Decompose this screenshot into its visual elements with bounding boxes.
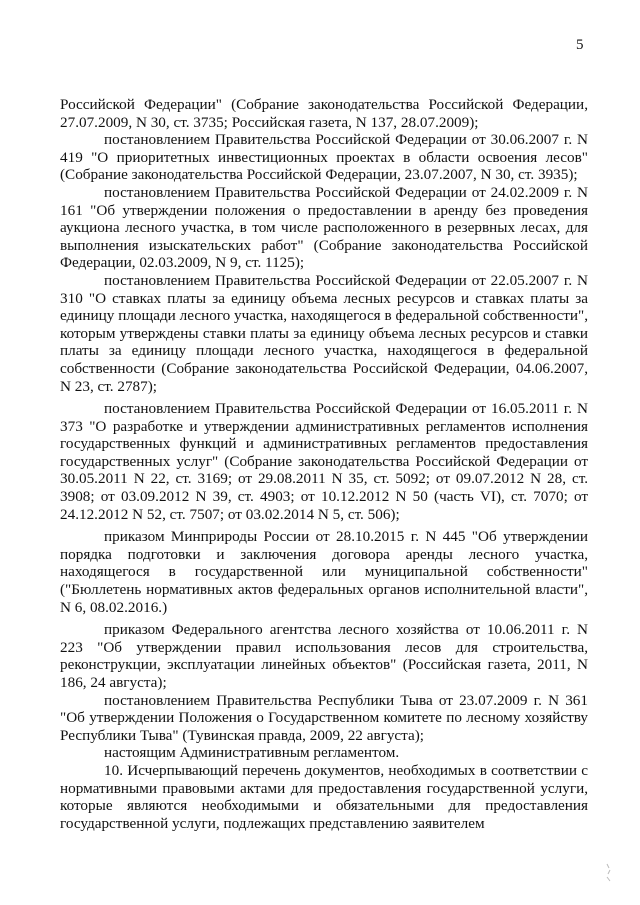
paragraph-5: постановлением Правительства Российской Федерации от 16.05.2011 г. N 373 "О разработке и утверждении административных регламентов исполнения государственных функций и административных регламентов предоставления государственных услуг" (Собрание законодательства Российской Федерации от 30.05.2011 N 22, ст. 3169; от 29.08.2011 N 35, ст. 5092; от 09.07.2012 N 28, ст. 3908; от 03.09.2012 N 39, ст. 4903; от 10.12.2012 N 50 (часть VI), ст. 7070; от 24.12.2012 N 52, ст. 7507; от 03.02.2014 N 5, ст. 506); (60, 400, 588, 523)
paragraph-2: постановлением Правительства Российской Федерации от 30.06.2007 г. N 419 "О приоритетных инвестиционных проектах в области освоения лесов" (Собрание законодательства Российской Федерации, 23.07.2007, N 30, ст. 3935); (60, 131, 588, 184)
paragraph-8: постановлением Правительства Республики Тыва от 23.07.2009 г. N 361 "Об утверждении Положения о Государственном комитете по лесному хозяйству Республики Тыва" (Тувинская правда, 2009, 22 августа); (60, 691, 588, 744)
paragraph-9: настоящим Административным регламентом. (104, 744, 400, 762)
paragraph-4: постановлением Правительства Российской Федерации от 22.05.2007 г. N 310 "О ставках платы за единицу объема лесных ресурсов и ставках платы за единицу площади лесного участка, находящегося в федеральной собственности", которым утверждены ставки платы за единицу объема лесных ресурсов и ставки платы за единицу площади лесного участка, находящегося в федеральной собственности (Собрание законодательства Российской Федерации, 04.06.2007, N 23, ст. 2787); (60, 271, 588, 395)
paragraph-6: приказом Минприроды России от 28.10.2015 г. N 445 "Об утверждении порядка подготовки и заключения договора аренды лесного участка, находящегося в государственной или муниципальной собственности" ("Бюллетень нормативных актов федеральных органов исполнительной власти", N 6, 08.02.2016.) (60, 528, 588, 616)
paragraph-1: Российской Федерации" (Собрание законодательства Российской Федерации, 27.07.2009, N 30, ст. 3735; Российская газета, N 137, 28.07.2009); (60, 96, 588, 131)
scan-artifact-icon (604, 862, 614, 884)
paragraph-3: постановлением Правительства Российской Федерации от 24.02.2009 г. N 161 "Об утверждении положения о предоставлении в аренду без проведения аукциона лесного участка, в том числе расположенного в резервных лесах, для выполнения изыскательских работ" (Собрание законодательства Российской Федерации, 02.03.2009, N 9, ст. 1125); (60, 183, 588, 272)
page-number: 5 (576, 37, 584, 53)
paragraph-10: 10. Исчерпывающий перечень документов, необходимых в соответствии с нормативными правовыми актами для предоставления государственной услуги, которые являются необходимыми и обязательными для предоставления государственной услуги, подлежащих представлению заявителем (60, 761, 588, 832)
paragraph-7: приказом Федерального агентства лесного хозяйства от 10.06.2011 г. N 223 "Об утверждении правил использования лесов для строительства, реконструкции, эксплуатации линейных объектов" (Российская газета, 2011, N 186, 24 августа); (60, 621, 588, 691)
document-body (60, 96, 588, 832)
